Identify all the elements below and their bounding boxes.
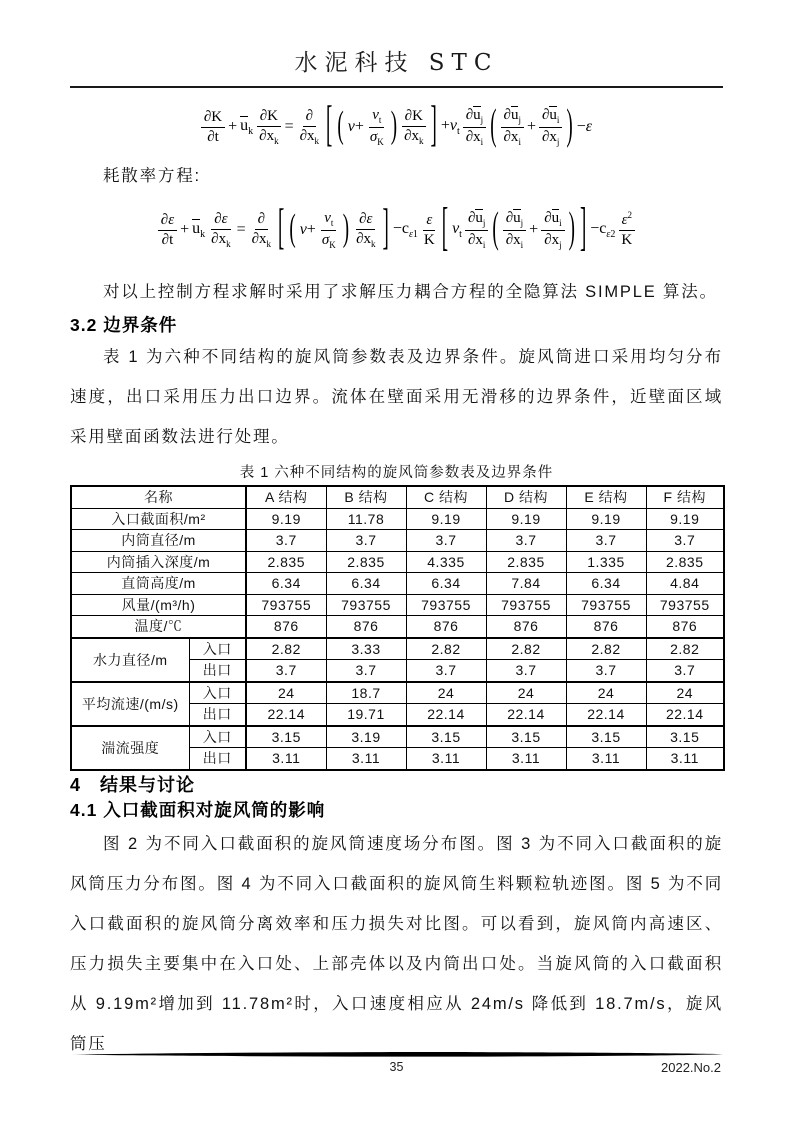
table-cell: 22.14 xyxy=(646,704,724,726)
table-cell: 876 xyxy=(566,616,646,638)
row-label-cell: 湍流强度 xyxy=(71,726,189,770)
simple-algorithm-paragraph: 对以上控制方程求解时采用了求解压力耦合方程的全隐算法 SIMPLE 算法。 xyxy=(103,283,718,301)
row-label-cell: 风量/(m³/h) xyxy=(71,594,246,616)
math-token: ( xyxy=(492,204,499,253)
math-token: ∂ $\partial x_k$ xyxy=(251,211,272,249)
math-token: ∂K ∂t xyxy=(201,108,225,147)
table-cell: 3.15 xyxy=(566,726,646,748)
math-token: ) xyxy=(566,101,573,150)
math-token: $\frac{\partial\varepsilon}{\partial x_k}$ xyxy=(211,211,231,249)
k-transport-equation xyxy=(70,98,723,156)
table-cell: 24 xyxy=(246,682,326,704)
math-token: $\partial u_j$ $\partial x_i$ xyxy=(501,106,524,148)
page-footer xyxy=(70,1051,723,1080)
table-row xyxy=(71,638,724,660)
table-cell: 3.7 xyxy=(406,660,486,682)
sub-label-cell: 出口 xyxy=(189,704,246,726)
table-cell: 3.11 xyxy=(486,748,566,770)
table-cell: 876 xyxy=(246,616,326,638)
table-cell: 3.11 xyxy=(326,748,406,770)
table-cell: 2.835 xyxy=(646,551,724,573)
math-token: ε K xyxy=(423,211,435,248)
table-cell: 9.19 xyxy=(246,508,326,530)
table-cell: 793755 xyxy=(646,594,724,616)
math-token: $\partial u_j$ $\partial x_i$ xyxy=(463,106,486,148)
table-cell: 2.82 xyxy=(566,638,646,660)
table-cell: 2.82 xyxy=(486,638,566,660)
math-token: + xyxy=(529,221,539,238)
page-number: 35 xyxy=(389,1060,404,1074)
table-caption: 表 1 六种不同结构的旋风筒参数表及边界条件 xyxy=(239,465,554,481)
row-label-cell: 平均流速/(m/s) xyxy=(71,682,189,726)
math-token: $\frac{\partial K}{\partial x_k}$ xyxy=(256,107,281,147)
issue-label: 2022.No.2 xyxy=(661,1060,721,1075)
row-label-cell: 直筒高度/m xyxy=(71,573,246,595)
table-cell: 2.82 xyxy=(406,638,486,660)
sub-label-cell: 出口 xyxy=(189,748,246,770)
table-cell: 2.835 xyxy=(246,551,326,573)
math-token: ) xyxy=(568,204,575,253)
table-cell: 22.14 xyxy=(406,704,486,726)
math-token: = xyxy=(236,221,246,238)
table-cell: 793755 xyxy=(326,594,406,616)
table-cell: 876 xyxy=(326,616,406,638)
table-cell: 24 xyxy=(406,682,486,704)
table-cell: 2.835 xyxy=(486,551,566,573)
table-cell: 18.7 xyxy=(326,682,406,704)
math-token: ∂ε ∂t xyxy=(158,211,177,250)
table-cell: 3.7 xyxy=(326,660,406,682)
math-token: ] xyxy=(430,98,437,153)
row-label-cell: 水力直径/m xyxy=(71,638,189,682)
math-token: $\partial u_j$ $\partial x_i$ xyxy=(503,209,526,251)
table-cell: 3.11 xyxy=(646,748,724,770)
math-token: + xyxy=(228,118,238,135)
row-label-cell: 温度/℃ xyxy=(71,616,246,638)
table-cell: 22.14 xyxy=(486,704,566,726)
math-token: $\varepsilon^2$ K xyxy=(618,210,635,250)
math-token: + xyxy=(526,118,536,135)
table-header-cell: C 结构 xyxy=(406,486,486,508)
math-token: ∂K $\partial x_k$ xyxy=(401,107,426,147)
table-cell: 2.835 xyxy=(326,551,406,573)
table-cell: 6.34 xyxy=(566,573,646,595)
math-token: [ xyxy=(326,98,333,153)
table-cell: 3.11 xyxy=(246,748,326,770)
math-token: = xyxy=(284,118,294,135)
math-token: $-c_{\varepsilon 2}$ xyxy=(590,219,616,241)
table-cell: 876 xyxy=(406,616,486,638)
table-header-row xyxy=(71,486,724,508)
dissipation-equation-label: 耗散率方程: xyxy=(103,167,201,185)
dissipation-rate-equation xyxy=(70,198,723,262)
table-cell: 3.7 xyxy=(646,530,724,552)
table-cell: 3.15 xyxy=(406,726,486,748)
table-cell: 3.15 xyxy=(246,726,326,748)
table-cell: 3.11 xyxy=(566,748,646,770)
table-cell: 3.15 xyxy=(486,726,566,748)
table-cell: 3.7 xyxy=(246,660,326,682)
table-cell: 876 xyxy=(646,616,724,638)
table-header-cell: B 结构 xyxy=(326,486,406,508)
math-token: ] xyxy=(382,201,389,256)
math-token: ∂ε $\partial x_k$ xyxy=(356,211,376,249)
journal-title: 水泥科技 STC xyxy=(294,50,499,76)
table-cell: 876 xyxy=(486,616,566,638)
math-token: −ε xyxy=(576,118,593,135)
table-cell: 3.7 xyxy=(486,660,566,682)
table-cell: 9.19 xyxy=(406,508,486,530)
table-cell: 24 xyxy=(566,682,646,704)
math-token: ( xyxy=(289,208,296,250)
cyclone-parameter-table xyxy=(70,485,725,771)
math-token: $\frac{\nu_t}{\sigma_K}$ xyxy=(321,210,336,250)
math-token: + xyxy=(180,221,190,238)
table-header-cell: F 结构 xyxy=(646,486,724,508)
table-cell: 9.19 xyxy=(646,508,724,530)
math-token: ν+ xyxy=(347,118,364,135)
math-token: $\partial u_j$ $\partial x_i$ xyxy=(465,209,488,251)
table-cell: 3.7 xyxy=(566,660,646,682)
row-label-cell: 入口截面积/m² xyxy=(71,508,246,530)
table-cell: 3.7 xyxy=(486,530,566,552)
math-token: ( xyxy=(337,105,344,147)
table-cell: 11.78 xyxy=(326,508,406,530)
sub-label-cell: 出口 xyxy=(189,660,246,682)
math-token: ν+ xyxy=(299,221,316,238)
table-cell: 9.19 xyxy=(566,508,646,530)
results-paragraph: 图 2 为不同入口截面积的旋风筒速度场分布图。图 3 为不同入口截面积的旋风筒压力分布图。图 4 为不同入口截面积的旋风筒生料颗粒轨迹图。图 5 为不同入口截面积的旋风筒分离效率和压力损失对比图。可以看到，旋风筒内高速区、压力损失主要集中在入口处、上部壳体以及内筒出口处。当旋风筒的入口截面积从 9.19m²增加到 11.78m²时，入口速度相应从 24m/s 降低到 18.7m/s，旋风筒压 xyxy=(70,834,723,1053)
math-token: ) xyxy=(342,208,350,250)
table-row xyxy=(71,530,724,552)
table-header-cell: A 结构 xyxy=(246,486,326,508)
math-token: ∂ $\partial x_k$ xyxy=(299,108,320,146)
table-row xyxy=(71,726,724,748)
table-cell: 793755 xyxy=(566,594,646,616)
table-cell: 22.14 xyxy=(246,704,326,726)
table-row xyxy=(71,508,724,530)
table-cell: 4.335 xyxy=(406,551,486,573)
table-cell: 3.7 xyxy=(646,660,724,682)
math-token: $u_k$ xyxy=(240,117,254,138)
table-cell: 4.84 xyxy=(646,573,724,595)
table-row xyxy=(71,594,724,616)
table-cell: 793755 xyxy=(246,594,326,616)
table-header-cell: 名称 xyxy=(71,486,246,508)
table-row xyxy=(71,551,724,573)
table-cell: 793755 xyxy=(486,594,566,616)
table-cell: 24 xyxy=(486,682,566,704)
table-cell: 3.7 xyxy=(406,530,486,552)
math-token: $+\nu_t$ xyxy=(440,116,460,138)
table-cell: 2.82 xyxy=(646,638,724,660)
header-rule xyxy=(70,86,723,88)
table-row xyxy=(71,616,724,638)
row-label-cell: 内筒直径/m xyxy=(71,530,246,552)
sub-label-cell: 入口 xyxy=(189,638,246,660)
math-token: [ xyxy=(441,199,449,258)
math-token: $u_k$ xyxy=(192,220,206,241)
table-cell: 9.19 xyxy=(486,508,566,530)
math-token: $\frac{\partial u_i}{\partial x_j}$ xyxy=(541,209,564,251)
table-cell: 6.34 xyxy=(246,573,326,595)
math-token: $\frac{\partial u_i}{\partial x_j}$ xyxy=(539,106,562,148)
table-cell: 1.335 xyxy=(566,551,646,573)
table-cell: 3.15 xyxy=(646,726,724,748)
table-cell: 6.34 xyxy=(406,573,486,595)
math-token: ( xyxy=(490,101,497,150)
table-cell: 22.14 xyxy=(566,704,646,726)
heading-boundary-conditions: 3.2 边界条件 xyxy=(70,315,178,335)
heading-results-discussion: 4 结果与讨论 xyxy=(70,774,196,795)
table-cell: 3.33 xyxy=(326,638,406,660)
math-token: ) xyxy=(390,105,398,147)
table-cell: 3.11 xyxy=(406,748,486,770)
table-cell: 3.7 xyxy=(246,530,326,552)
table-cell: 2.82 xyxy=(246,638,326,660)
table-cell: 6.34 xyxy=(326,573,406,595)
heading-inlet-area-effect: 4.1 入口截面积对旋风筒的影响 xyxy=(70,799,326,820)
table-cell: 3.7 xyxy=(566,530,646,552)
math-token: $-c_{\varepsilon 1}$ xyxy=(392,219,418,241)
sub-label-cell: 入口 xyxy=(189,726,246,748)
table-cell: 24 xyxy=(646,682,724,704)
table-row xyxy=(71,573,724,595)
table-header-cell: E 结构 xyxy=(566,486,646,508)
table-header-cell: D 结构 xyxy=(486,486,566,508)
table-cell: 793755 xyxy=(406,594,486,616)
footer-rule xyxy=(70,1051,723,1058)
table-row xyxy=(71,682,724,704)
math-token: $\frac{\nu_t}{\sigma_K}$ xyxy=(369,107,384,147)
table-cell: 3.19 xyxy=(326,726,406,748)
boundary-conditions-paragraph: 表 1 为六种不同结构的旋风筒参数表及边界条件。旋风筒进口采用均匀分布速度，出口采用压力出口边界。流体在壁面采用无滑移的边界条件，近壁面区域采用壁面函数法进行处理。 xyxy=(70,348,723,446)
sub-label-cell: 入口 xyxy=(189,682,246,704)
math-token: $\nu_t$ xyxy=(452,219,462,241)
table-cell: 19.71 xyxy=(326,704,406,726)
math-token: [ xyxy=(278,201,285,256)
math-token: ] xyxy=(579,199,587,258)
row-label-cell: 内筒插入深度/m xyxy=(71,551,246,573)
table-cell: 7.84 xyxy=(486,573,566,595)
table-cell: 3.7 xyxy=(326,530,406,552)
